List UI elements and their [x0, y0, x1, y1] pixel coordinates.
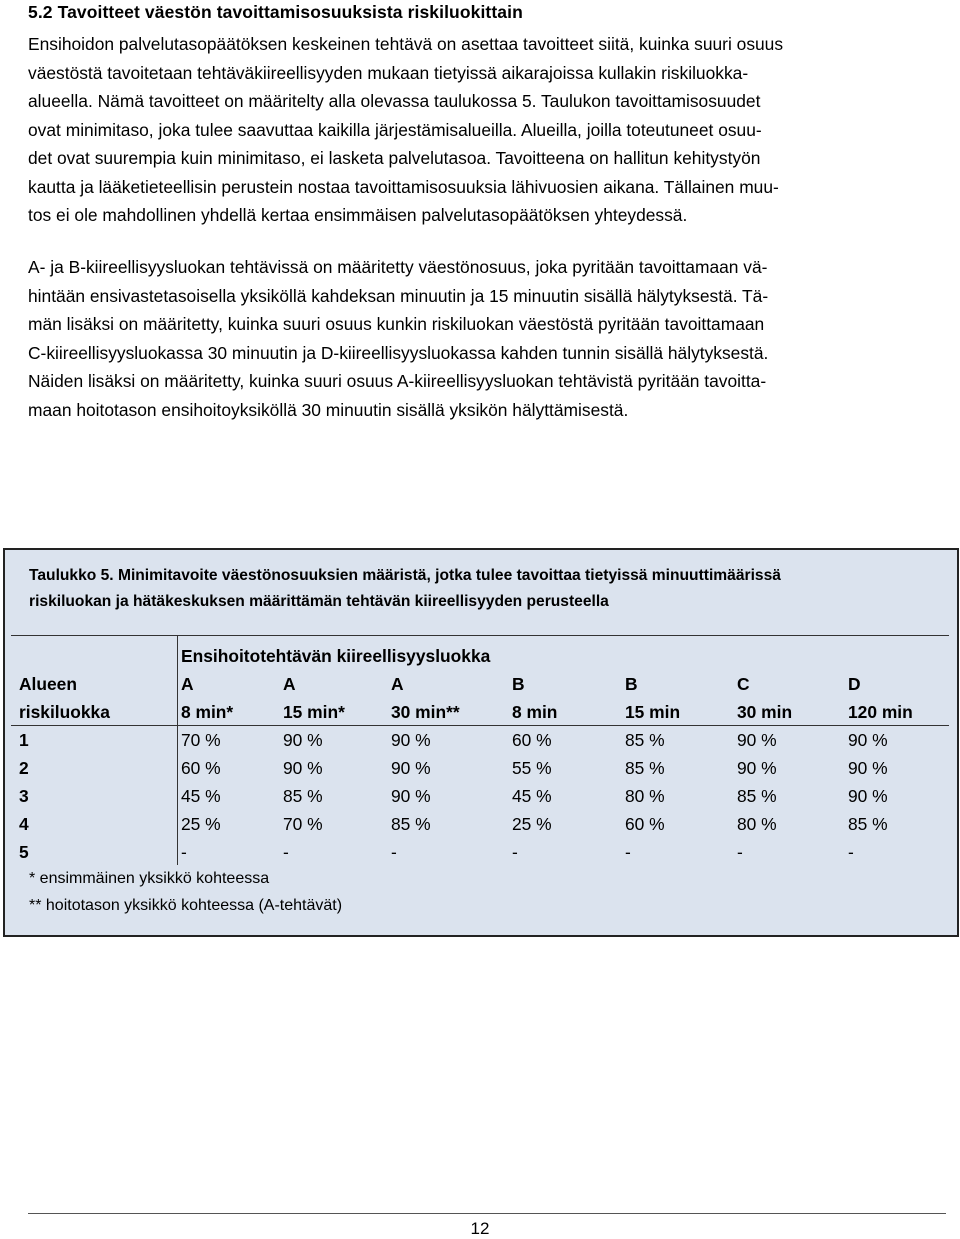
table-cell: 80 %: [737, 814, 777, 834]
paragraph-line: det ovat suurempia kuin minimitaso, ei lasketa palvelutasoa. Tavoitteena on hallitun kehitystyön: [28, 148, 761, 168]
table-cell: 60 %: [181, 758, 221, 778]
paragraph-targets: [28, 253, 948, 424]
table-cell: 90 %: [391, 758, 431, 778]
row-label: 1: [19, 730, 29, 750]
table-cell: 90 %: [391, 730, 431, 750]
table-cell: 85 %: [625, 730, 665, 750]
table-cell: 90 %: [391, 786, 431, 806]
column-header-time: 8 min: [512, 702, 558, 722]
caption-line: riskiluokan ja hätäkeskuksen määrittämän tehtävän kiireellisyyden perusteella: [29, 593, 609, 610]
paragraph-line: maan hoitotason ensihoitoyksiköllä 30 minuutin sisällä yksikön hälyttämisestä.: [28, 399, 629, 420]
table-cell: -: [848, 842, 854, 862]
table-cell: -: [512, 842, 518, 862]
column-header-time: 8 min*: [181, 702, 234, 722]
row-label: 4: [19, 814, 29, 834]
table-cell: 60 %: [512, 730, 552, 750]
table-cell: 90 %: [283, 730, 323, 750]
column-header-time: 30 min: [737, 702, 793, 722]
column-header-class: A: [283, 674, 296, 694]
table-cell: 55 %: [512, 758, 552, 778]
table-cell: 85 %: [737, 786, 777, 806]
column-header-class: D: [848, 674, 861, 694]
paragraph-intro: [28, 30, 948, 230]
table-cell: 45 %: [512, 786, 552, 806]
table-cell: 25 %: [181, 814, 221, 834]
section-heading: 5.2 Tavoitteet väestön tavoittamisosuuksista riskiluokittain: [28, 2, 523, 22]
row-header-label: riskiluokka: [19, 702, 110, 722]
caption-line: Taulukko 5. Minimitavoite väestönosuuksien määristä, jotka tulee tavoittaa tietyissä minuuttimäärissä: [29, 567, 781, 584]
column-header-time: 30 min**: [391, 702, 460, 722]
table-cell: 90 %: [737, 758, 777, 778]
table-top-rule: [11, 635, 949, 636]
paragraph-line: Näiden lisäksi on määritetty, kuinka suuri osuus A-kiireellisyysluokan tehtävistä pyritään tavoitta-: [28, 371, 767, 391]
table-cell: 25 %: [512, 814, 552, 834]
column-group-header: Ensihoitotehtävän kiireellisyysluokka: [181, 646, 491, 666]
table-header-rule: [11, 725, 949, 726]
paragraph-line: tos ei ole mahdollinen yhdellä kertaa ensimmäisen palvelutasopäätöksen yhteydessä.: [28, 205, 688, 225]
column-header-time: 15 min: [625, 702, 681, 722]
table-cell: 90 %: [848, 730, 888, 750]
paragraph-line: C-kiireellisyysluokassa 30 minuutin ja D-kiireellisyysluokassa kahden tunnin sisällä hälytyksestä.: [28, 342, 769, 363]
column-header-class: C: [737, 674, 750, 694]
table-cell: 90 %: [737, 730, 777, 750]
column-header-class: B: [625, 674, 638, 694]
table-cell: -: [181, 842, 187, 862]
table-cell: 85 %: [848, 814, 888, 834]
paragraph-line: män lisäksi on määritetty, kuinka suuri osuus kunkin riskiluokan väestöstä pyritään tavoittamaan: [28, 314, 765, 334]
column-header-class: A: [391, 674, 404, 694]
table-cell: -: [625, 842, 631, 862]
column-header-time: 120 min: [848, 702, 913, 722]
footer-rule: [28, 1213, 946, 1214]
table-cell: 70 %: [181, 730, 221, 750]
paragraph-line: Ensihoidon palvelutasopäätöksen keskeinen tehtävä on asettaa tavoitteet siitä, kuinka suuri osuus: [28, 34, 784, 54]
table-5-box: [3, 548, 959, 937]
page-number: 12: [470, 1219, 490, 1238]
table-cell: -: [737, 842, 743, 862]
table-caption: [29, 563, 781, 615]
table-cell: 85 %: [625, 758, 665, 778]
table-cell: -: [283, 842, 289, 862]
table-cell: 80 %: [625, 786, 665, 806]
paragraph-line: kautta ja lääketieteellisin perustein nostaa tavoittamisosuuksia lähivuosien aikana. Tällainen muu-: [28, 176, 779, 197]
row-label: 5: [19, 842, 29, 862]
table-cell: 90 %: [848, 786, 888, 806]
column-header-class: B: [512, 674, 525, 694]
footnote: * ensimmäinen yksikkö kohteessa: [29, 870, 270, 887]
row-label: 3: [19, 786, 29, 806]
paragraph-line: väestöstä tavoitetaan tehtäväkiireellisyyden mukaan tietyissä aikarajoissa kullakin riskiluokka-: [28, 62, 749, 83]
table-cell: 70 %: [283, 814, 323, 834]
table-cell: 60 %: [625, 814, 665, 834]
row-header-label: Alueen: [19, 674, 77, 694]
paragraph-line: hintään ensivastetasoisella yksiköllä kahdeksan minuutin ja 15 minuutin sisällä hälytyksestä. Tä-: [28, 285, 769, 306]
footnote: ** hoitotason yksikkö kohteessa (A-tehtävät): [29, 897, 343, 914]
paragraph-line: alueella. Nämä tavoitteet on määritelty alla olevassa taulukossa 5. Taulukon tavoittamisosuudet: [28, 91, 761, 111]
table-label-column-rule: [177, 635, 178, 865]
table-cell: -: [391, 842, 397, 862]
paragraph-line: ovat minimitaso, joka tulee saavuttaa kaikilla järjestämisalueilla. Alueilla, joilla toteutuneet osuu-: [28, 119, 762, 140]
table-cell: 85 %: [283, 786, 323, 806]
paragraph-line: A- ja B-kiireellisyysluokan tehtävissä on määritetty väestönosuus, joka pyritään tavoittamaan vä-: [28, 257, 768, 277]
row-label: 2: [19, 758, 29, 778]
table-cell: 45 %: [181, 786, 221, 806]
table-cell: 90 %: [848, 758, 888, 778]
table-cell: 85 %: [391, 814, 431, 834]
column-header-class: A: [181, 674, 194, 694]
table-cell: 90 %: [283, 758, 323, 778]
column-header-time: 15 min*: [283, 702, 345, 722]
